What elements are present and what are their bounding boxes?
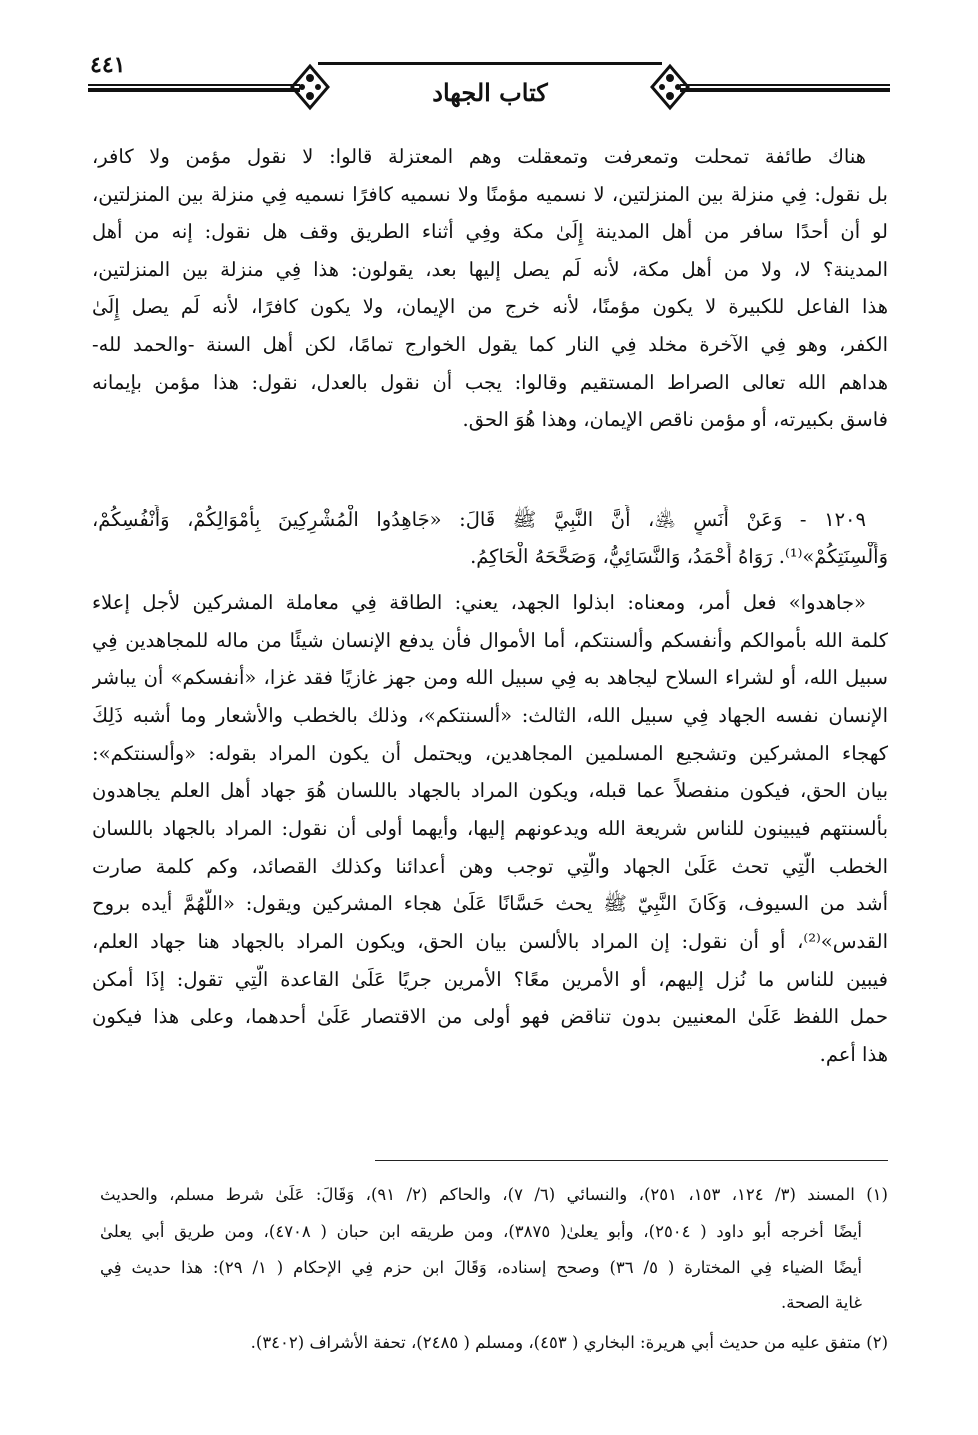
- text-line: الكفر، وهو فِي الآخرة مخلد فِي النار كما يقول الخوارج تمامًا، لكن أهل السنة -والحمد لله-: [92, 333, 888, 356]
- text-line: بألسنتهم فيبينون للناس شريعة الله ويدعونهم إليها، وأيهما أولى أن نقول: المراد بالجهاد باللسان: [92, 817, 888, 840]
- text-line: بيان الحق، فيكون منفصلاً عما قبله، ويكون المراد بالجهاد باللسان هُوَ جهاد أهل العلم يجاهدون: [92, 779, 888, 802]
- text-line: المدينة؟ لا، ولا من أهل مكة، لأنه لَم يصل إليها بعد، يقولون: هذا فِي منزلة بين المنزلتين،: [92, 258, 888, 281]
- header-rule-top: [318, 62, 662, 65]
- text-line: هناك طائفة تمحلت وتمعرفت وتمعقلت وهم المعتزلة قالوا: لا نقول مؤمن ولا كافر،: [92, 145, 866, 168]
- text-line: فاسق بكبيرته، أو مؤمن ناقص الإيمان، وهذا هُوَ الحق.: [462, 408, 888, 431]
- text-line: أشد من السيوف، وَكَانَ النَّبِيّ ﷺ يحث حَسَّانًا عَلَىٰ هجاء المشركين ويقول: «اللَّهُمَّ أيده بروح: [92, 892, 888, 915]
- text-line: هذا الفاعل للكبيرة لا يكون مؤمنًا، لأنه خرج من الإيمان، ولا يكون كافرًا، لأنه لَم يصل إِلَىٰ: [92, 295, 888, 318]
- header-rule-right: [680, 84, 890, 86]
- text-line: هذا أعم.: [819, 1043, 888, 1066]
- footnote-line: غاية الصحة.: [780, 1293, 862, 1312]
- text-line: «جاهدوا» فعل أمر، ومعناه: ابذلوا الجهد، يعني: الطاقة فِي معاملة المشركين لأجل إعلاء: [92, 591, 866, 614]
- hadith-line: وَأَلْسِنَتِكُمْ»⁽¹⁾. رَوَاهُ أَحْمَدُ، وَالنَّسَائِيُّ، وَصَحَّحَهُ الْحَاكِمُ.: [470, 545, 888, 568]
- ornament-left-icon: [288, 62, 332, 112]
- footnote-line: (١) المسند (٣/ ١٢٤، ١٥٣، ٢٥١)، والنسائي (٦/ ٧)، والحاكم (٢/ ٩١)، وَقَالَ: عَلَىٰ شرط مسلم، والحديث: [100, 1185, 888, 1204]
- chapter-title: كتاب الجهاد: [432, 78, 548, 107]
- text-line: كلمة الله بأموالكم وأنفسكم وألسنتكم، أما الأموال فأن يدفع الإنسان شيئًا من ماله للمجاهدين فِي: [92, 629, 888, 652]
- text-line: سبيل الله، أو لشراء السلاح ليجاهد به فِي سبيل الله ومن جهز غازيًا فقد غزا، «أنفسكم» أن يباشر: [92, 666, 888, 689]
- footnote-line: (٢) متفق عليه من حديث أبي هريرة: البخاري ( ٤٥٣)، ومسلم ( ٢٤٨٥)، تحفة الأشراف (٣٤٠٢).: [250, 1333, 888, 1352]
- text-line: لو أن أحدًا سافر من أهل المدينة إِلَىٰ مكة وفِي أثناء الطريق وقف هل نقول: إنه من أهل: [92, 220, 888, 243]
- footnote-line: أيضًا الضياء فِي المختارة ( ٥/ ٣٦) وصحح إسناده، وَقَالَ ابن حزم فِي الإحكام ( ١/ ٢٩): هذا حديث فِي: [100, 1258, 862, 1277]
- text-line: الإنسان نفسه الجهاد فِي سبيل الله، الثالث: «ألسنتكم»، وذلك بالخطب والأشعار وما أشبه ذَلِكَ: [92, 704, 888, 727]
- ornament-right-icon: [648, 62, 692, 112]
- text-line: القدس»⁽²⁾، أو أن نقول: إن المراد بالألسن بيان الحق، ويكون المراد بالجهاد هنا جهاد العلم،: [92, 930, 888, 953]
- text-line: هداهم الله تعالى الصراط المستقيم وقالوا: يجب أن نقول بالعدل، نقول: هذا مؤمن بإيمانه: [92, 371, 888, 394]
- footnote-line: أيضًا أخرجه أبو داود ( ٢٥٠٤)، وأبو يعلىٰ( ٣٨٧٥)، ومن طريقه ابن حبان ( ٤٧٠٨)، ومن طريق أبي يعلىٰ: [100, 1222, 862, 1241]
- header-rule-left-thick: [88, 88, 300, 92]
- text-line: حمل اللفظ عَلَىٰ المعنيين بدون تناقض فهو أولى من الاقتصار عَلَىٰ أحدهما، وعلى هذا فيكون: [92, 1005, 888, 1028]
- header-rule-right-thick: [680, 88, 890, 92]
- page-number: ٤٤١: [90, 52, 126, 78]
- hadith-line: ١٢٠٩ - وَعَنْ أَنَسٍ ﵁، أَنَّ النَّبِيَّ ﷺ قَالَ: «جَاهِدُوا الْمُشْرِكِينَ بِأَمْوَالِكُمْ، وَأَنْفُسِكُمْ،: [92, 508, 866, 531]
- footnote-separator: [375, 1160, 888, 1161]
- text-line: كهجاء المشركين وتشجيع المسلمين المجاهدين، ويحتمل أن يكون المراد بقوله: «وألسنتكم»:: [92, 742, 888, 765]
- text-line: بل نقول: فِي منزلة بين المنزلتين، لا نسميه مؤمنًا ولا نسميه كافرًا نسميه فِي منزلة بين المنزلتين،: [92, 183, 888, 206]
- text-line: الخطب الَّتِي تحث عَلَىٰ الجهاد والَّتِي توجب وهن أعدائنا وكذلك القصائد، وكم كلمة صارت: [92, 855, 888, 878]
- header-rule-left: [88, 84, 300, 86]
- text-line: فيبين للناس ما نُزل إليهم، أو الأمرين معًا؟ الأمرين جريًا عَلَىٰ القاعدة الَّتِي تقول: إذَا أمكن: [92, 968, 888, 991]
